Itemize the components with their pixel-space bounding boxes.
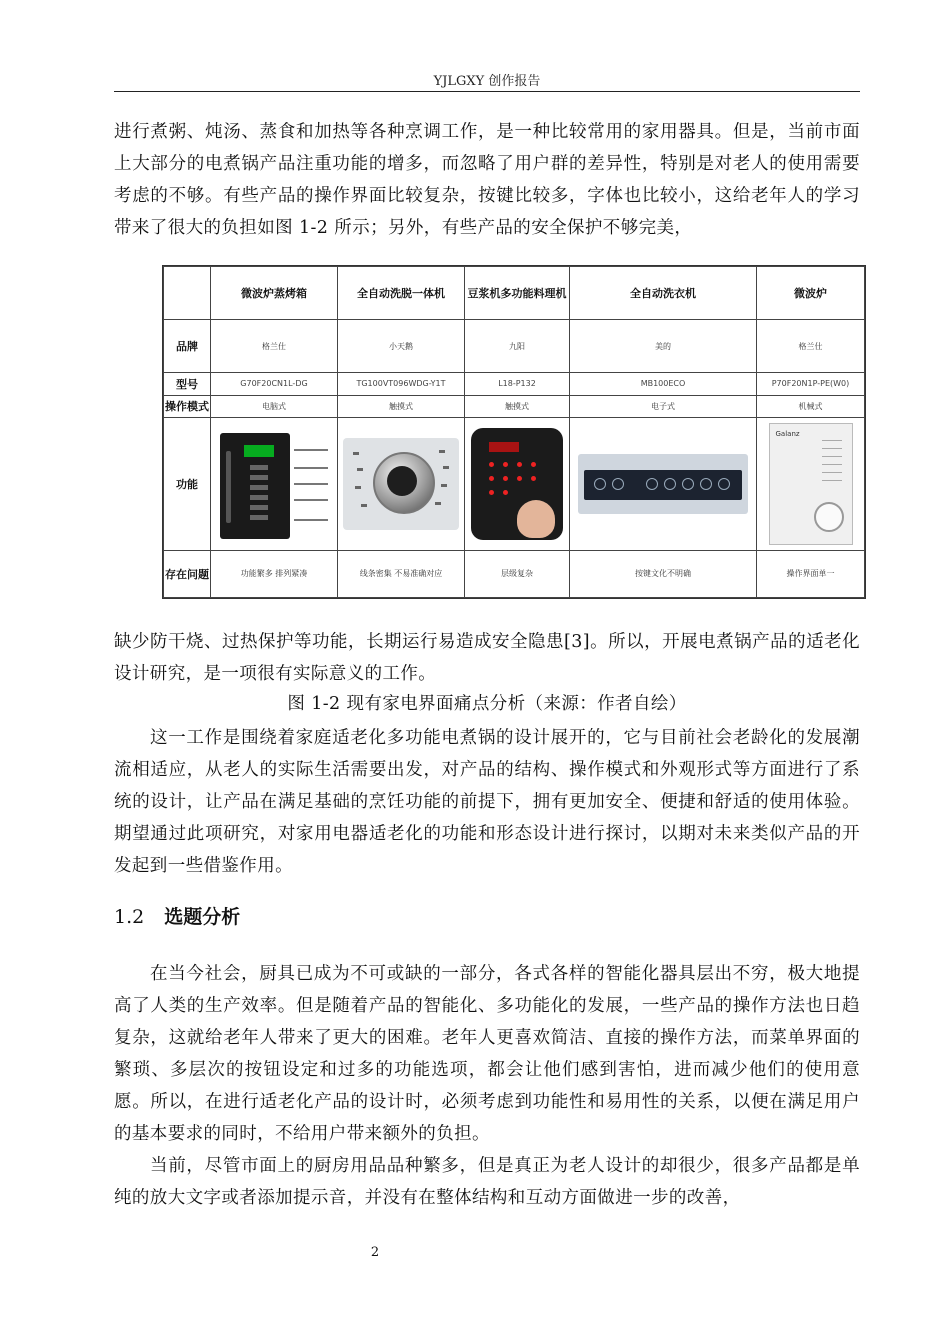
brand-cell: 小天鹅 [338, 320, 465, 373]
paragraph-2: 缺少防干烧、过热保护等功能，长期运行易造成安全隐患[3]。所以，开展电煮锅产品的适老化设计研究，是一项很有实际意义的工作。 [114, 632, 860, 684]
brand-cell: 格兰仕 [757, 320, 865, 373]
function-photo-cell [570, 418, 757, 551]
product-name: 全自动洗脱一体机 [338, 267, 465, 320]
microwave-steam-oven-panel-image [218, 429, 330, 539]
washing-machine-control-strip-image [578, 454, 748, 514]
paragraph-1: 进行煮粥、炖汤、蒸食和加热等各种烹调工作，是一种比较常用的家用器具。但是，当前市面上大部分的电煮锅产品注重功能的增多，而忽略了用户群的差异性，特别是对老人的使用需要考虑的不够。有些产品的操作界面比较复杂，按键比较多，字体也比较小，这给老年人的学习带来了很大的负担如图 1-2 所示；另外，有些产品的安全保护不够完美， [114, 122, 860, 238]
model-cell: P70F20N1P-PE(W0) [757, 373, 865, 395]
model-cell: G70F20CN1L-DG [211, 373, 338, 395]
product-name: 微波炉蒸烤箱 [211, 267, 338, 320]
brand-cell: 九阳 [465, 320, 570, 373]
issue-cell: 功能繁多 排列紧凑 [211, 550, 338, 597]
row-label-mode: 操作模式 [164, 395, 211, 417]
product-name: 全自动洗衣机 [570, 267, 757, 320]
mode-cell: 电脑式 [211, 395, 338, 417]
function-photo-cell [757, 418, 865, 551]
model-cell: TG100VT096WDG-Y1T [338, 373, 465, 395]
model-cell: MB100ECO [570, 373, 757, 395]
mode-cell: 机械式 [757, 395, 865, 417]
row-label-issue: 存在问题 [164, 550, 211, 597]
row-label-brand: 品牌 [164, 320, 211, 373]
washer-dial-panel-image [343, 438, 459, 530]
issue-cell: 操作界面单一 [757, 550, 865, 597]
brand-cell: 格兰仕 [211, 320, 338, 373]
row-label-model: 型号 [164, 373, 211, 395]
paragraph-4: 在当今社会，厨具已成为不可或缺的一部分，各式各样的智能化器具层出不穷，极大地提高了人类的生产效率。但是随着产品的智能化、多功能化的发展，一些产品的操作方法也日趋复杂，这就给老年人带来了更大的困难。老年人更喜欢简洁、直接的操作方法，而菜单界面的繁琐、多层次的按钮设定和过多的功能选项，都会让他们感到害怕，进而减少他们的使用意愿。所以，在进行适老化产品的设计时，必须考虑到功能性和易用性的关系，以便在满足用户的基本要求的同时，不给用户带来额外的负担。 [114, 964, 860, 1144]
mode-cell: 电子式 [570, 395, 757, 417]
function-photo-cell [211, 418, 338, 551]
function-photo-cell [465, 418, 570, 551]
mode-cell: 触摸式 [465, 395, 570, 417]
product-name: 豆浆机多功能料理机 [465, 267, 570, 320]
appliance-comparison-table [163, 266, 865, 598]
figure-caption: 图 1-2 现有家电界面痛点分析（来源：作者自绘） [287, 694, 687, 714]
corner-cell [164, 267, 211, 320]
brand-cell: 美的 [570, 320, 757, 373]
header-divider [114, 91, 860, 92]
row-label-function: 功能 [164, 418, 211, 551]
soymilk-maker-touch-panel-image [471, 428, 563, 540]
paragraph-5: 当前，尽管市面上的厨房用品品种繁多，但是真正为老人设计的却很少，很多产品都是单纯的放大文字或者添加提示音，并没有在整体结构和互动方面做进一步的改善， [114, 1156, 860, 1208]
galanz-logo: Galanz [775, 430, 800, 439]
microwave-knob-panel-image [769, 423, 853, 545]
issue-cell: 按键文化不明确 [570, 550, 757, 597]
page-number: 2 [370, 1245, 380, 1260]
issue-cell: 层级复杂 [465, 550, 570, 597]
product-name: 微波炉 [757, 267, 865, 320]
section-number: 1.2 [114, 906, 145, 928]
section-heading [114, 902, 240, 932]
function-photo-cell [338, 418, 465, 551]
model-cell: L18-P132 [465, 373, 570, 395]
issue-cell: 线条密集 不易准确对应 [338, 550, 465, 597]
mode-cell: 触摸式 [338, 395, 465, 417]
comparison-figure [162, 265, 866, 599]
section-title: 选题分析 [164, 906, 241, 928]
paragraph-3: 这一工作是围绕着家庭适老化多功能电煮锅的设计展开的，它与目前社会老龄化的发展潮流相适应，从老人的实际生活需要出发，对产品的结构、操作模式和外观形式等方面进行了系统的设计，让产品在满足基础的烹饪功能的前提下，拥有更加安全、便捷和舒适的使用体验。期望通过此项研究，对家用电器适老化的功能和形态设计进行探讨，以期对未来类似产品的开发起到一些借鉴作用。 [114, 728, 860, 876]
running-header: YJLGXY 创作报告 [433, 74, 541, 89]
